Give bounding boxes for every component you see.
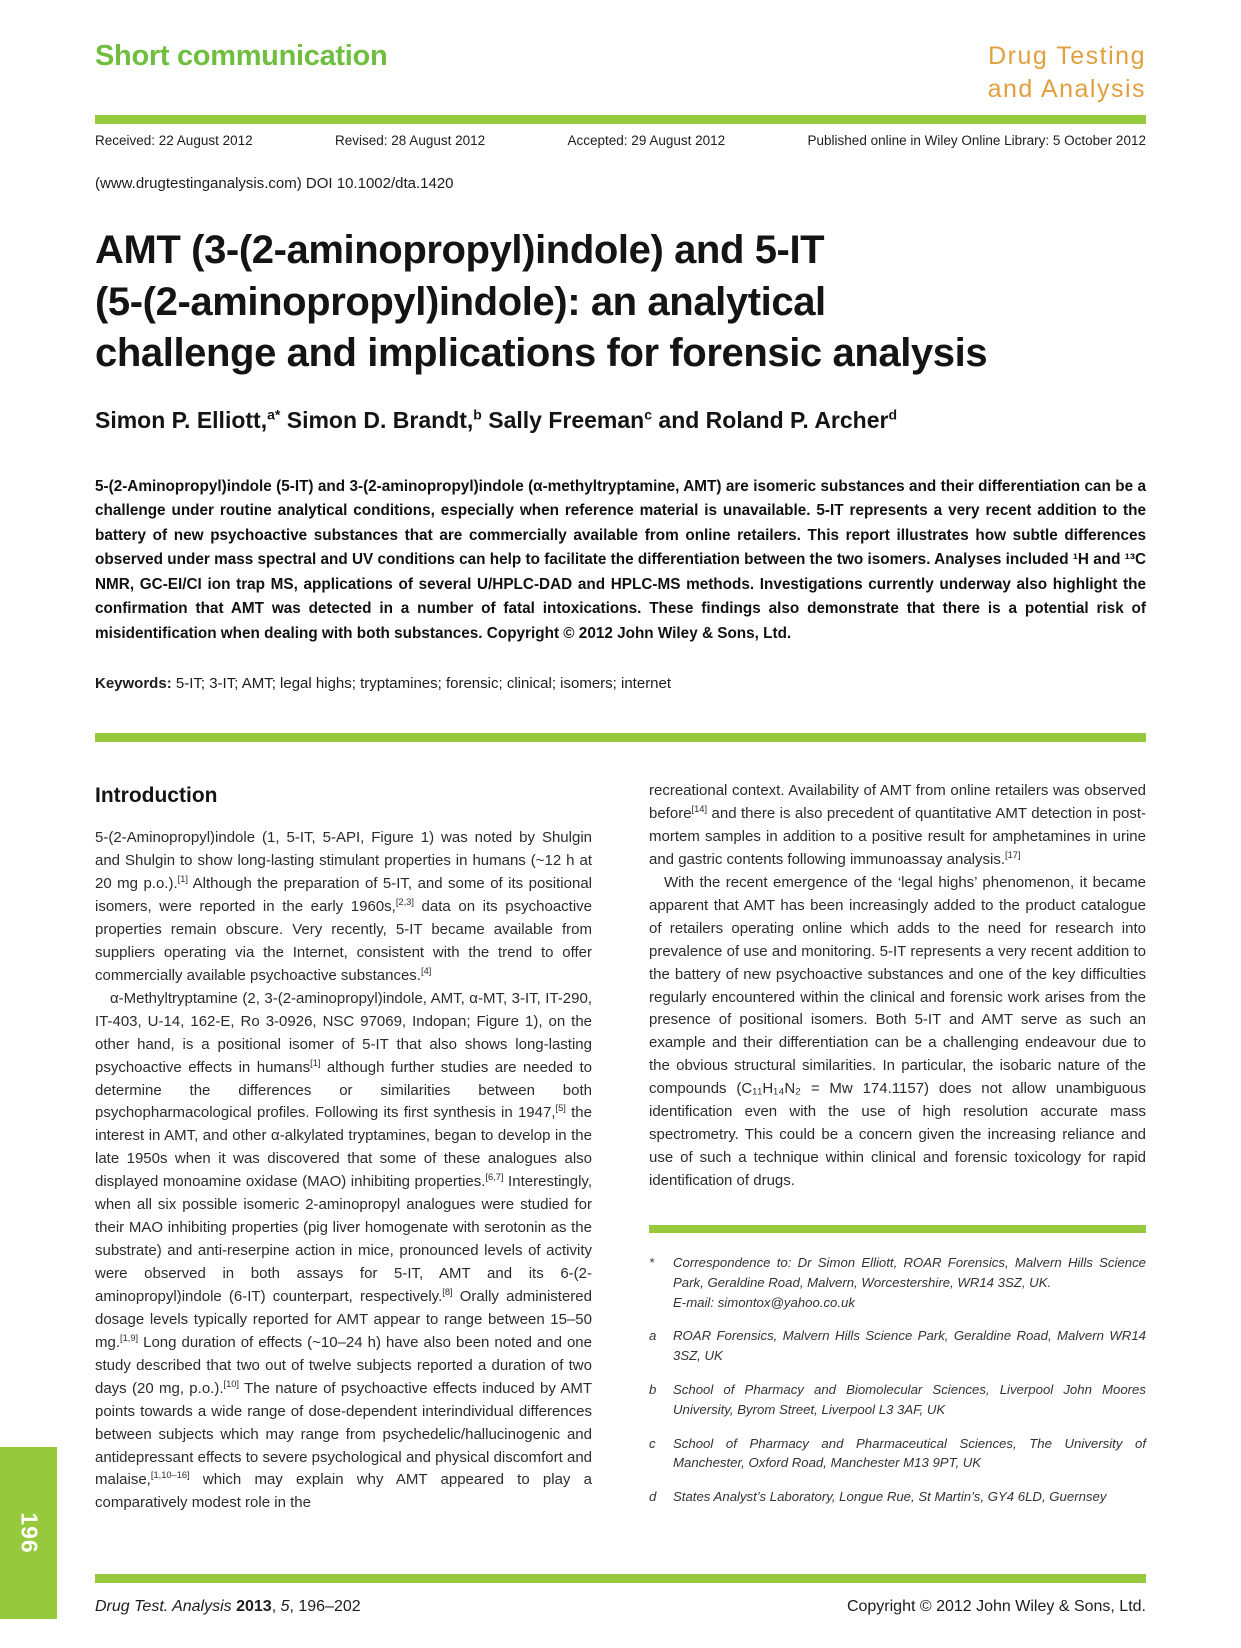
footer-divider-bar <box>95 1574 1146 1583</box>
footnote-marker: c <box>649 1435 656 1451</box>
article-body <box>95 780 1146 1521</box>
footnote-marker: a <box>649 1328 657 1344</box>
abstract-divider-bar <box>95 733 1146 742</box>
page-footer <box>95 1574 1146 1616</box>
citation-journal: Drug Test. Analysis <box>95 1598 237 1615</box>
article-type-label: Short communication <box>95 40 388 72</box>
accepted-date: Accepted: 29 August 2012 <box>567 133 726 148</box>
footnote-affiliation-c <box>649 1434 1146 1474</box>
footnote-text: ROAR Forensics, Malvern Hills Science Park, Geraldine Road, Malvern WR14 3SZ, UK <box>673 1328 1146 1364</box>
copyright-notice: Copyright © 2012 John Wiley & Sons, Ltd. <box>846 1598 1146 1615</box>
author-4: and Roland P. Archer <box>652 406 889 433</box>
page-number: 196 <box>16 1512 42 1554</box>
footnote-text: School of Pharmacy and Pharmaceutical Sciences, The University of Manchester, Oxford Road, Manchester M13 9PT, UK <box>673 1435 1146 1471</box>
keywords-label: Keywords: <box>95 675 172 693</box>
keywords-line <box>95 675 1146 692</box>
journal-logo-line2: and Analysis <box>987 74 1146 103</box>
received-date: Received: 22 August 2012 <box>95 133 253 148</box>
header-divider-bar <box>95 115 1146 124</box>
intro-paragraph-2: α-Methyltryptamine (2, 3-(2-aminopropyl)indole, AMT, α-MT, 3-IT, IT-290, IT-403, U-14, 162-E, Ro 3-0926, NSC 97069, Indopan; Figure 1), on the other hand, is a positional isomer of 5-IT that also shows long-lasting psychoactive effects in humans[1] although further studies are needed to determine the differences or similarities between both psychopharmacological profiles. Following its first synthesis in 1947,[5] the interest in AMT, and other α-alkylated tryptamines, began to develop in the late 1950s when it was discovered that some of these analogues also displayed monoamine oxidase (MAO) inhibiting properties.[6,7] Interestingly, when all six possible isomeric 2-aminopropyl analogues were studied for their MAO inhibiting properties (pig liver homogenate with serotonin as the substrate) and anti-reserpine action in mice, pronounced levels of activity were observed in both assays for 5-IT, AMT and its 6-(2-aminopropyl)indole (6-IT) counterpart, respectively.[8] Orally administered dosage levels typically reported for AMT appear to range between 15–50 mg.[1,9] Long duration of effects (~10–24 h) have also been noted and one study described that two out of twelve subjects reported a duration of two days (20 mg, p.o.).[10] The nature of psychoactive effects induced by AMT points towards a wide range of dose-dependent interindividual differences between subjects which may range from psychedelic/hallucinogenic and antidepressant effects to severe psychological and physical discomfort and malaise,[1,10–16] which may explain why AMT appeared to play a comparatively modest role in the <box>95 989 592 1512</box>
intro-paragraph-3: recreational context. Availability of AMT from online retailers was observed before[14] and there is also precedent of quantitative AMT detection in post-mortem samples in addition to a positive result for amphetamines in urine and gastric contents following immunoassay analysis.[17] <box>649 782 1146 868</box>
footnote-affiliation-b <box>649 1380 1146 1420</box>
author-2-affiliation-mark: b <box>473 406 482 423</box>
footnote-marker: b <box>649 1381 657 1397</box>
article-history <box>95 133 1146 148</box>
published-date: Published online in Wiley Online Library: 5 October 2012 <box>807 133 1146 148</box>
article-title-line2: (5-(2-aminopropyl)indole): an analytical <box>95 279 826 324</box>
article-title-line3: challenge and implications for forensic analysis <box>95 331 988 376</box>
intro-paragraph-4: With the recent emergence of the ‘legal highs’ phenomenon, it became apparent that AMT has been increasingly added to the product catalogue of retailers operating online which adds to the need for research into prevalence of use and monitoring. 5-IT represents a very recent addition to the battery of new psychoactive substances and one of the key difficulties regularly encountered within the clinical and forensic work arises from the presence of positional isomers. Both 5-IT and AMT serve as such an example and their differentiation can be a challenging endeavour due to the obvious structural similarities. In particular, the isobaric nature of the compounds (C₁₁H₁₄N₂ = Mᴡ 174.1157) does not allow unambiguous identification even with the use of high resolution accurate mass spectrometry. This could be a concern given the increasing reliance and use of such a technique within clinical and forensic toxicology for rapid identification of drugs. <box>649 873 1146 1189</box>
page-header <box>95 40 1146 105</box>
author-1-affiliation-mark: a* <box>267 406 281 423</box>
author-3: Sally Freeman <box>481 406 645 433</box>
citation-volume: 5 <box>280 1598 290 1615</box>
journal-logo <box>988 40 1146 105</box>
author-2: Simon D. Brandt, <box>280 406 474 433</box>
author-4-affiliation-mark: d <box>888 406 898 423</box>
article-title <box>95 225 1146 380</box>
correspondence-email: E-mail: simontox@yahoo.co.uk <box>673 1294 855 1310</box>
footnote-marker: * <box>649 1254 655 1270</box>
citation-separator: , <box>271 1598 281 1615</box>
author-1: Simon P. Elliott, <box>95 406 268 433</box>
author-list <box>95 407 1146 434</box>
keywords-text: 5-IT; 3-IT; AMT; legal highs; tryptamines; forensic; clinical; isomers; internet <box>171 675 672 693</box>
article-title-line1: AMT (3-(2-aminopropyl)indole) and 5-IT <box>95 228 825 272</box>
author-3-affiliation-mark: c <box>644 406 653 423</box>
intro-paragraph-1: 5-(2-Aminopropyl)indole (1, 5-IT, 5-API, Figure 1) was noted by Shulgin and Shulgin to show long-lasting stimulant properties in humans (~12 h at 20 mg p.o.).[1] Although the preparation of 5-IT, and some of its positional isomers, were reported in the early 1960s,[2,3] data on its psychoactive properties remain obscure. Very recently, 5-IT became available from suppliers operating via the Internet, consistent with the trend to offer commercially available psychoactive substances.[4] <box>95 829 593 984</box>
page-content <box>95 0 1146 1521</box>
footer-row <box>95 1598 1146 1616</box>
footnotes-divider-bar <box>649 1225 1146 1233</box>
footnotes <box>649 1253 1146 1507</box>
introduction-heading: Introduction <box>95 784 218 808</box>
doi-line: (www.drugtestinganalysis.com) DOI 10.1002/dta.1420 <box>95 175 454 192</box>
right-column <box>649 780 1146 1521</box>
correspondence-address: Correspondence to: Dr Simon Elliott, ROAR Forensics, Malvern Hills Science Park, Geraldine Road, Malvern, Worcestershire, WR14 3SZ, UK. <box>673 1254 1146 1290</box>
citation <box>95 1598 361 1616</box>
abstract: 5-(2-Aminopropyl)indole (5-IT) and 3-(2-aminopropyl)indole (α-methyltryptamine, AMT) are isomeric substances and their differentiation can be a challenge under routine analytical conditions, especially when reference material is unavailable. 5-IT represents a very recent addition to the battery of new psychoactive substances that are commercially available from online retailers. This report illustrates how subtle differences observed under mass spectral and UV conditions can help to facilitate the differentiation between the two isomers. Analyses included ¹H and ¹³C NMR, GC-EI/CI ion trap MS, applications of several U/HPLC-DAD and HPLC-MS methods. Investigations currently underway also highlight the confirmation that AMT was detected in a number of fatal intoxications. These findings also demonstrate that there is a potential risk of misidentification when dealing with both substances. Copyright © 2012 John Wiley & Sons, Ltd. <box>95 477 1146 642</box>
footnote-affiliation-d <box>649 1487 1146 1507</box>
citation-pages: , 196–202 <box>289 1598 361 1615</box>
footnote-text: States Analyst’s Laboratory, Longue Rue, St Martin’s, GY4 6LD, Guernsey <box>673 1489 1107 1505</box>
left-column <box>95 780 592 1521</box>
footnote-correspondence <box>649 1253 1146 1312</box>
journal-logo-line1: Drug Testing <box>988 42 1146 70</box>
page-number-tab <box>0 1447 57 1619</box>
footnote-text: School of Pharmacy and Biomolecular Sciences, Liverpool John Moores University, Byrom Street, Liverpool L3 3AF, UK <box>673 1381 1146 1417</box>
footnote-marker: d <box>649 1489 657 1505</box>
revised-date: Revised: 28 August 2012 <box>335 133 486 148</box>
footnote-text <box>673 1253 1146 1312</box>
citation-year: 2013 <box>236 1598 272 1615</box>
footnote-affiliation-a <box>649 1326 1146 1366</box>
